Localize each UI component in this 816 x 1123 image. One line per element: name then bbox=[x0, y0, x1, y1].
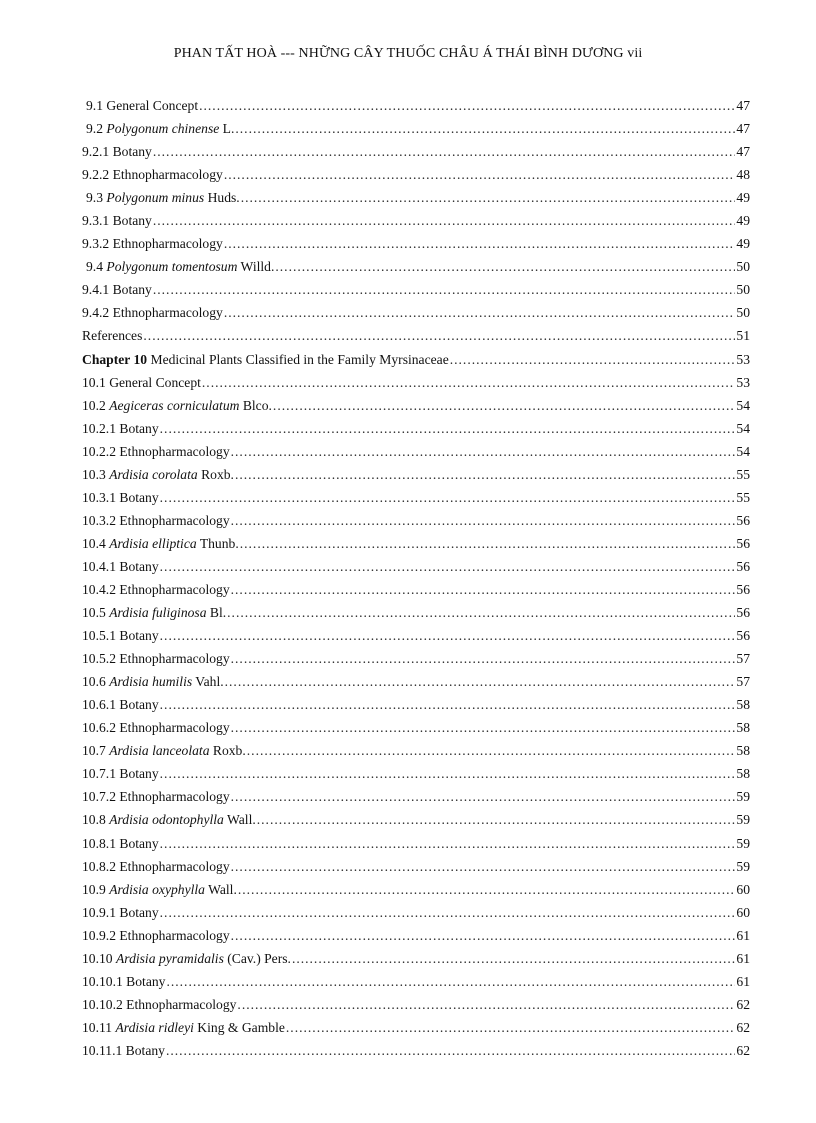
species-name: Ardisia pyramidalis bbox=[115, 950, 224, 966]
dot-leader bbox=[225, 670, 736, 693]
toc-entry-title bbox=[86, 186, 240, 209]
page-number: 49 bbox=[736, 236, 750, 252]
toc-entry-text: 10.9.2 Ethnopharmacology bbox=[82, 927, 230, 943]
species-name: Ardisia fuliginosa bbox=[109, 605, 207, 621]
page-number: 50 bbox=[736, 282, 750, 298]
toc-entry-text: 10.5 bbox=[82, 605, 110, 621]
toc-entry[interactable] bbox=[82, 348, 750, 371]
species-name: Polygonum tomentosum bbox=[106, 259, 238, 275]
toc-entry-title bbox=[82, 947, 291, 970]
dot-leader bbox=[166, 970, 735, 993]
toc-entry-title bbox=[82, 301, 223, 324]
dot-leader bbox=[160, 762, 736, 785]
toc-entry-title bbox=[82, 371, 201, 394]
toc-entry-text: 9.4 bbox=[86, 259, 107, 275]
dot-leader bbox=[160, 832, 736, 855]
page-number: 50 bbox=[736, 259, 750, 275]
page-number: 56 bbox=[736, 558, 750, 574]
page-number: 61 bbox=[736, 927, 750, 943]
dot-leader bbox=[199, 94, 735, 117]
toc-entry-title bbox=[82, 601, 226, 624]
dot-leader bbox=[153, 209, 736, 232]
page-number: 49 bbox=[736, 213, 750, 229]
toc-entry-title bbox=[82, 808, 256, 831]
toc-entry-text: 10.6.2 Ethnopharmacology bbox=[82, 720, 230, 736]
dot-leader bbox=[224, 301, 736, 324]
page-number: 61 bbox=[736, 973, 750, 989]
dot-leader bbox=[231, 924, 736, 947]
toc-entry[interactable] bbox=[82, 94, 750, 117]
dot-leader bbox=[231, 578, 736, 601]
toc-entry[interactable] bbox=[82, 232, 750, 255]
page-number: 48 bbox=[736, 167, 750, 183]
toc-entry-text: 10.11.1 Botany bbox=[82, 1042, 165, 1058]
author-abbreviation: Roxb. bbox=[209, 743, 246, 759]
page-number: 60 bbox=[736, 904, 750, 920]
toc-entry-text: 10.1 General Concept bbox=[82, 374, 201, 390]
page-number: 47 bbox=[736, 121, 750, 137]
toc-entry[interactable] bbox=[82, 601, 750, 624]
author-abbreviation: Bl. bbox=[206, 605, 227, 621]
toc-entry-text: 10.5.1 Botany bbox=[82, 628, 159, 644]
toc-entry-title bbox=[82, 463, 234, 486]
toc-entry-text: 9.3 bbox=[86, 190, 107, 206]
toc-entry-text: 10.6.1 Botany bbox=[82, 697, 159, 713]
species-name: Ardisia ridleyi bbox=[115, 1019, 194, 1035]
toc-entry-text: 9.4.2 Ethnopharmacology bbox=[82, 305, 223, 321]
page-number: 47 bbox=[736, 98, 750, 113]
toc-entry[interactable] bbox=[82, 578, 750, 601]
toc-entry-text: 10.2.1 Botany bbox=[82, 420, 159, 436]
dot-leader bbox=[224, 163, 736, 186]
dot-leader bbox=[247, 739, 736, 762]
dot-leader bbox=[160, 486, 736, 509]
toc-entry-title bbox=[82, 901, 159, 924]
toc-entry[interactable] bbox=[82, 371, 750, 394]
page-number: 57 bbox=[736, 674, 750, 690]
toc-entry[interactable] bbox=[82, 855, 750, 878]
page-number: 57 bbox=[736, 651, 750, 667]
page-number: 59 bbox=[736, 789, 750, 805]
page-number: 53 bbox=[736, 374, 750, 390]
toc-entry[interactable] bbox=[82, 324, 750, 347]
page-number: 61 bbox=[736, 950, 750, 966]
page-number: 59 bbox=[736, 858, 750, 874]
toc-entry[interactable] bbox=[82, 532, 750, 555]
toc-entry-text: 10.10.1 Botany bbox=[82, 973, 166, 989]
toc-entry-title bbox=[82, 693, 159, 716]
page-number: 51 bbox=[736, 328, 750, 344]
dot-leader bbox=[160, 901, 736, 924]
dot-leader bbox=[238, 878, 736, 901]
toc-entry-title bbox=[82, 348, 449, 371]
toc-entry-text: 10.8.1 Botany bbox=[82, 835, 159, 851]
toc-entry[interactable] bbox=[82, 970, 750, 993]
toc-entry-text: 10.3 bbox=[82, 466, 110, 482]
dot-leader bbox=[202, 371, 736, 394]
page-number: 62 bbox=[736, 1042, 750, 1058]
toc-entry-text: 9.4.1 Botany bbox=[82, 282, 152, 298]
toc-entry-text: 10.3.1 Botany bbox=[82, 489, 159, 505]
toc-entry-title bbox=[82, 1039, 165, 1062]
toc-entry-title bbox=[86, 255, 274, 278]
toc-entry-title bbox=[82, 647, 230, 670]
page-number: 62 bbox=[736, 1019, 750, 1035]
toc-entry-text: 9.2.2 Ethnopharmacology bbox=[82, 167, 223, 183]
toc-entry-title bbox=[82, 140, 152, 163]
page-number: 59 bbox=[736, 835, 750, 851]
toc-entry[interactable] bbox=[82, 624, 750, 647]
page-number: 56 bbox=[736, 605, 750, 621]
dot-leader bbox=[153, 140, 736, 163]
toc-entry-text: 10.3.2 Ethnopharmacology bbox=[82, 512, 230, 528]
page-number: 58 bbox=[736, 766, 750, 782]
author-abbreviation: Blco. bbox=[239, 397, 272, 413]
dot-leader bbox=[275, 255, 735, 278]
toc-entry[interactable] bbox=[82, 647, 750, 670]
dot-leader bbox=[166, 1039, 735, 1062]
toc-entry[interactable] bbox=[82, 739, 750, 762]
species-name: Ardisia corolata bbox=[109, 466, 198, 482]
toc-entry-text: 10.9.1 Botany bbox=[82, 904, 159, 920]
toc-entry[interactable] bbox=[82, 255, 750, 278]
dot-leader bbox=[231, 716, 736, 739]
toc-entry-text: 9.2.1 Botany bbox=[82, 144, 152, 160]
dot-leader bbox=[237, 993, 735, 1016]
author-abbreviation: Roxb. bbox=[197, 466, 234, 482]
toc-entry-title bbox=[82, 993, 236, 1016]
toc-entry-text: Medicinal Plants Classified in the Family Myrsinaceae bbox=[147, 351, 449, 367]
toc-entry-text: 10.10 bbox=[82, 950, 116, 966]
toc-entry[interactable] bbox=[82, 209, 750, 232]
author-abbreviation: Willd. bbox=[237, 259, 275, 275]
toc-entry-text: 10.9 bbox=[82, 881, 110, 897]
toc-entry[interactable] bbox=[82, 947, 750, 970]
page-number: 58 bbox=[736, 720, 750, 736]
toc-entry-text: 10.2.2 Ethnopharmacology bbox=[82, 443, 230, 459]
toc-entry-title bbox=[82, 163, 223, 186]
species-name: Ardisia lanceolata bbox=[109, 743, 210, 759]
species-name: Aegiceras corniculatum bbox=[109, 397, 240, 413]
page-number: 56 bbox=[736, 581, 750, 597]
toc-entry-text: 9.3.1 Botany bbox=[82, 213, 152, 229]
dot-leader bbox=[160, 555, 736, 578]
toc-entry-text: References bbox=[82, 328, 143, 344]
species-name: Ardisia oxyphylla bbox=[109, 881, 205, 897]
page-number: 55 bbox=[736, 466, 750, 482]
toc-entry-title bbox=[82, 209, 152, 232]
toc-entry[interactable] bbox=[82, 486, 750, 509]
page-number: 47 bbox=[736, 144, 750, 160]
page-number: 56 bbox=[736, 512, 750, 528]
running-header: PHAN TẤT HOÀ --- NHỮNG CÂY THUỐC CHÂU Á THÁI BÌNH DƯƠNG vii bbox=[173, 46, 643, 61]
page-number: 60 bbox=[736, 881, 750, 897]
dot-leader bbox=[227, 601, 735, 624]
toc-entry-title bbox=[82, 278, 152, 301]
dot-leader bbox=[286, 1016, 736, 1039]
toc-entry-title bbox=[82, 509, 230, 532]
species-name: Polygonum chinense bbox=[106, 121, 220, 137]
toc-entry-text: 10.11 bbox=[82, 1019, 116, 1035]
species-name: Ardisia humilis bbox=[109, 674, 193, 690]
toc-entry[interactable] bbox=[82, 186, 750, 209]
dot-leader bbox=[231, 440, 736, 463]
toc-entry-title bbox=[82, 785, 230, 808]
dot-leader bbox=[143, 324, 735, 347]
toc-entry-title bbox=[82, 1016, 285, 1039]
table-of-contents bbox=[82, 94, 750, 1062]
dot-leader bbox=[292, 947, 735, 970]
toc-entry[interactable] bbox=[82, 762, 750, 785]
toc-entry-text: 9.1 General Concept bbox=[86, 98, 199, 113]
page-number: 54 bbox=[736, 443, 750, 459]
toc-entry[interactable] bbox=[82, 440, 750, 463]
page-number: 55 bbox=[736, 489, 750, 505]
dot-leader bbox=[160, 417, 736, 440]
dot-leader bbox=[273, 394, 735, 417]
toc-entry-text: 10.4.1 Botany bbox=[82, 558, 159, 574]
dot-leader bbox=[240, 532, 736, 555]
species-name: Ardisia odontophylla bbox=[109, 812, 224, 828]
toc-entry-title bbox=[82, 440, 230, 463]
toc-entry[interactable] bbox=[82, 693, 750, 716]
toc-entry-text: 10.2 bbox=[82, 397, 110, 413]
author-abbreviation: Thunb. bbox=[196, 535, 239, 551]
page-number: 59 bbox=[736, 812, 750, 828]
toc-entry-text: 10.4 bbox=[82, 535, 110, 551]
toc-entry-title bbox=[82, 486, 159, 509]
toc-entry-title bbox=[82, 670, 224, 693]
dot-leader bbox=[231, 509, 736, 532]
author-abbreviation: (Cav.) Pers. bbox=[223, 950, 291, 966]
toc-entry-text: 10.5.2 Ethnopharmacology bbox=[82, 651, 230, 667]
page-number: 54 bbox=[736, 397, 750, 413]
page-number: 53 bbox=[736, 351, 750, 367]
toc-entry[interactable] bbox=[82, 417, 750, 440]
toc-entry-title bbox=[82, 417, 159, 440]
toc-entry[interactable] bbox=[82, 1039, 750, 1062]
chapter-label: Chapter 10 bbox=[82, 351, 148, 367]
species-name: Polygonum minus bbox=[106, 190, 205, 206]
dot-leader bbox=[224, 232, 736, 255]
toc-entry[interactable] bbox=[82, 832, 750, 855]
toc-entry-title bbox=[82, 855, 230, 878]
author-abbreviation: Vahl. bbox=[192, 674, 224, 690]
dot-leader bbox=[231, 855, 736, 878]
dot-leader bbox=[153, 278, 736, 301]
toc-entry[interactable] bbox=[82, 463, 750, 486]
page-number: 56 bbox=[736, 535, 750, 551]
toc-entry-title bbox=[82, 716, 230, 739]
toc-entry-title bbox=[82, 555, 159, 578]
toc-entry-title bbox=[82, 878, 237, 901]
toc-entry[interactable] bbox=[82, 163, 750, 186]
toc-entry-title bbox=[82, 324, 142, 347]
toc-entry-title bbox=[82, 924, 230, 947]
dot-leader bbox=[160, 693, 736, 716]
author-abbreviation: Wall. bbox=[223, 812, 256, 828]
toc-entry-title bbox=[82, 394, 272, 417]
toc-entry-text: 10.8 bbox=[82, 812, 110, 828]
toc-entry-text: 10.10.2 Ethnopharmacology bbox=[82, 996, 237, 1012]
page-number: 58 bbox=[736, 743, 750, 759]
toc-entry-text: 10.4.2 Ethnopharmacology bbox=[82, 581, 230, 597]
toc-entry-title bbox=[82, 762, 159, 785]
toc-entry-text: 10.6 bbox=[82, 674, 110, 690]
toc-entry-text: 10.7.1 Botany bbox=[82, 766, 159, 782]
toc-entry[interactable] bbox=[82, 808, 750, 831]
toc-entry-title bbox=[86, 117, 234, 140]
toc-entry[interactable] bbox=[82, 509, 750, 532]
toc-entry[interactable] bbox=[82, 924, 750, 947]
toc-entry[interactable] bbox=[82, 670, 750, 693]
toc-entry-text: 10.7.2 Ethnopharmacology bbox=[82, 789, 230, 805]
dot-leader bbox=[235, 117, 735, 140]
toc-entry[interactable] bbox=[82, 716, 750, 739]
page-number: 56 bbox=[736, 628, 750, 644]
author-abbreviation: L. bbox=[219, 121, 235, 137]
author-abbreviation: Wall. bbox=[204, 881, 237, 897]
toc-entry[interactable] bbox=[82, 993, 750, 1016]
author-abbreviation: Huds. bbox=[204, 190, 240, 206]
toc-entry[interactable] bbox=[82, 278, 750, 301]
dot-leader bbox=[231, 647, 736, 670]
toc-entry[interactable] bbox=[82, 1016, 750, 1039]
dot-leader bbox=[257, 808, 736, 831]
toc-entry-title bbox=[86, 94, 198, 117]
toc-entry-text: 10.8.2 Ethnopharmacology bbox=[82, 858, 230, 874]
toc-entry[interactable] bbox=[82, 117, 750, 140]
toc-entry-text: 9.3.2 Ethnopharmacology bbox=[82, 236, 223, 252]
page-number: 49 bbox=[736, 190, 750, 206]
toc-entry[interactable] bbox=[82, 301, 750, 324]
toc-entry-text: 10.7 bbox=[82, 743, 110, 759]
dot-leader bbox=[160, 624, 736, 647]
toc-entry-title bbox=[82, 578, 230, 601]
toc-entry[interactable] bbox=[82, 140, 750, 163]
toc-entry-title bbox=[82, 232, 223, 255]
toc-entry[interactable] bbox=[82, 394, 750, 417]
author-abbreviation: King & Gamble bbox=[193, 1019, 285, 1035]
toc-entry-title bbox=[82, 832, 159, 855]
toc-entry[interactable] bbox=[82, 555, 750, 578]
page-number: 62 bbox=[736, 996, 750, 1012]
toc-entry[interactable] bbox=[82, 785, 750, 808]
dot-leader bbox=[235, 463, 735, 486]
toc-entry-title bbox=[82, 739, 246, 762]
dot-leader bbox=[231, 785, 736, 808]
species-name: Ardisia elliptica bbox=[109, 535, 197, 551]
page-number: 58 bbox=[736, 697, 750, 713]
page-number: 54 bbox=[736, 420, 750, 436]
page-number: 50 bbox=[736, 305, 750, 321]
toc-entry-title bbox=[82, 624, 159, 647]
toc-entry[interactable] bbox=[82, 878, 750, 901]
dot-leader bbox=[450, 348, 736, 371]
toc-entry-title bbox=[82, 532, 239, 555]
toc-entry-title bbox=[82, 970, 165, 993]
toc-entry[interactable] bbox=[82, 901, 750, 924]
toc-entry-text: 9.2 bbox=[86, 121, 107, 137]
dot-leader bbox=[241, 186, 736, 209]
